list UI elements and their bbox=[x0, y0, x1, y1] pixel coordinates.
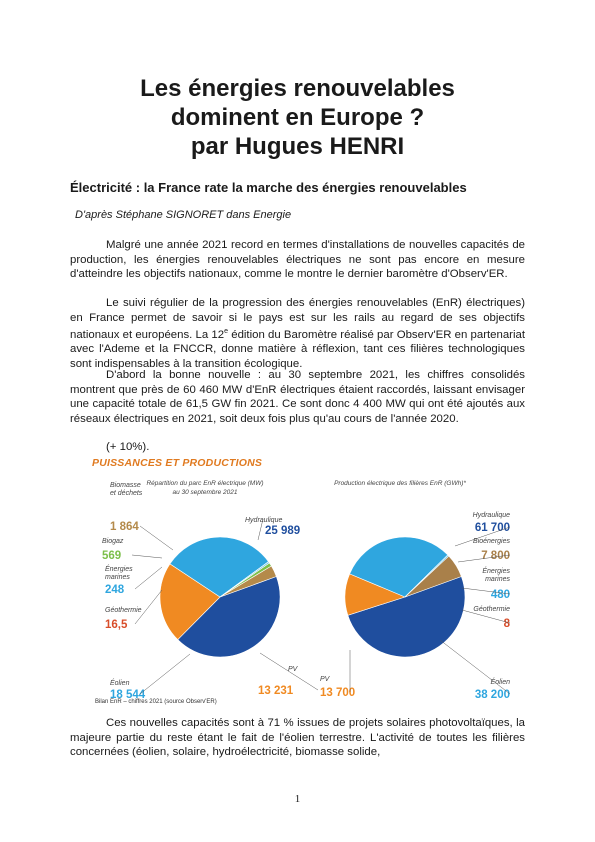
chart-1-value-geothermie: 16,5 bbox=[105, 619, 128, 631]
paragraph-3: D'abord la bonne nouvelle : au 30 septembre 2021, les chiffres consolidés montrent que près de 60 460 MW d'EnR électriques étaient raccordés, laissant envisager une capacité totale de 61,5 GW fin 2021. Ce sont donc 4 400 MW qui ont été ajoutés aux réseaux électriques en 2021, soit deux fois plus qu'au cours de l'année 2020. bbox=[70, 369, 525, 425]
article-subtitle: Électricité : la France rate la marche des énergies renouvelables bbox=[70, 180, 467, 195]
chart-1-value-pv: 13 231 bbox=[258, 685, 294, 697]
chart-1-value-biogaz: 569 bbox=[102, 550, 122, 562]
paragraph-2-part-2: édition du Baromètre réalisé par Observ'ER en partenariat avec l'Ademe et la FNCCR, donne matière à réflexion, tant ces filières technologiques sont indispensables à la transition écologique. bbox=[70, 328, 525, 370]
figure-caption: Bilan EnR – chiffres 2021 (source Observ'ER) bbox=[95, 699, 217, 705]
chart-1-value-biomasse-et-dechets: 1 864 bbox=[110, 521, 139, 533]
chart-2-value-geothermie: 8 bbox=[503, 618, 510, 630]
ordinal-superscript: e bbox=[224, 328, 229, 335]
chart-1-title-line-1: Répartition du parc EnR électrique (MW) bbox=[146, 480, 264, 487]
page-number: 1 bbox=[294, 793, 301, 805]
paragraph-1: Malgré une année 2021 record en termes d'installations de nouvelles capacités de production, les énergies renouvelables électriques ne sont pas encore en mesure d'atteindre les objectifs nationaux, comme le montre le dernier baromètre d'Observ'ER. bbox=[70, 239, 525, 280]
chart-1-label-geothermie: Géothermie bbox=[105, 607, 142, 614]
chart-1-label-biogaz: Biogaz bbox=[102, 538, 124, 545]
chart-2-value-eolien: 38 200 bbox=[474, 689, 510, 700]
chart-2-label-pv: PV bbox=[320, 676, 330, 683]
chart-2-value-pv: 13 700 bbox=[320, 687, 356, 699]
title-line-3: par Hugues HENRI bbox=[190, 133, 405, 160]
chart-2-leader-eolien bbox=[440, 640, 510, 694]
chart-1-leader-energies-marines bbox=[135, 567, 162, 589]
chart-1-label-pv: PV bbox=[288, 666, 298, 673]
chart-1-label-energies-marines-line-2: marines bbox=[105, 574, 130, 581]
title-line-2: dominent en Europe ? bbox=[170, 104, 425, 131]
article-byline: D'après Stéphane SIGNORET dans Energie bbox=[75, 209, 292, 221]
chart-1-title-line-2: au 30 septembre 2021 bbox=[172, 489, 238, 496]
chart-1-leader-biogaz bbox=[132, 555, 162, 558]
chart-1-label-hydraulique: Hydraulique bbox=[245, 517, 283, 524]
chart-1-label-eolien: Éolien bbox=[110, 680, 130, 687]
chart-2-value-hydraulique: 61 700 bbox=[474, 522, 510, 534]
chart-1-label-energies-marines-line-1: Énergies bbox=[105, 566, 133, 573]
paragraph-2-part-1: Le suivi régulier de la progression des énergies renouvelables (EnR) électriques) en France permet de savoir si le pays est sur les rails au regard de ses objectifs nationaux et européens. La 12 bbox=[70, 297, 525, 341]
chart-1-leader-biomasse-et-dechets bbox=[140, 526, 173, 550]
figure-heading: PUISSANCES ET PRODUCTIONS bbox=[92, 457, 263, 469]
chart-1-value-energies-marines: 248 bbox=[105, 584, 125, 596]
pie-charts-figure bbox=[90, 470, 520, 700]
paragraph-3-extra: (+ 10%). bbox=[106, 441, 150, 453]
chart-2-label-energies-marines-line-2: marines bbox=[485, 576, 510, 583]
chart-2-label-energies-marines-line-1: Énergies bbox=[482, 568, 510, 575]
paragraph-4: Ces nouvelles capacités sont à 71 % issues de projets solaires photovoltaïques, la majeure partie du reste étant le fait de l'éolien terrestre. L'activité de toutes les filières concernées (éolien, solaire, hydroélectricité, biomasse solide, bbox=[70, 717, 525, 758]
chart-2-label-bioenergies: Bioénergies bbox=[473, 538, 510, 545]
chart-2-value-bioenergies: 7 800 bbox=[481, 550, 510, 562]
chart-2-label-geothermie: Géothermie bbox=[473, 606, 510, 613]
chart-2-title-line-1: Production électrique des filières EnR (GWh)* bbox=[334, 480, 466, 487]
chart-1-label-biomasse-et-dechets-line-2: et déchets bbox=[110, 490, 143, 497]
chart-1-leader-eolien bbox=[140, 654, 190, 694]
title-line-1: Les énergies renouvelables bbox=[140, 75, 455, 102]
chart-2-label-eolien: Éolien bbox=[490, 679, 510, 686]
chart-2-value-energies-marines: 480 bbox=[490, 589, 510, 601]
paragraph-2 bbox=[70, 296, 525, 371]
chart-1-value-hydraulique: 25 989 bbox=[265, 525, 301, 537]
page-title bbox=[60, 74, 535, 161]
chart-1-label-biomasse-et-dechets-line-1: Biomasse bbox=[110, 482, 141, 489]
chart-2-label-hydraulique: Hydraulique bbox=[472, 512, 510, 519]
chart-1-value-eolien: 18 544 bbox=[110, 689, 146, 700]
